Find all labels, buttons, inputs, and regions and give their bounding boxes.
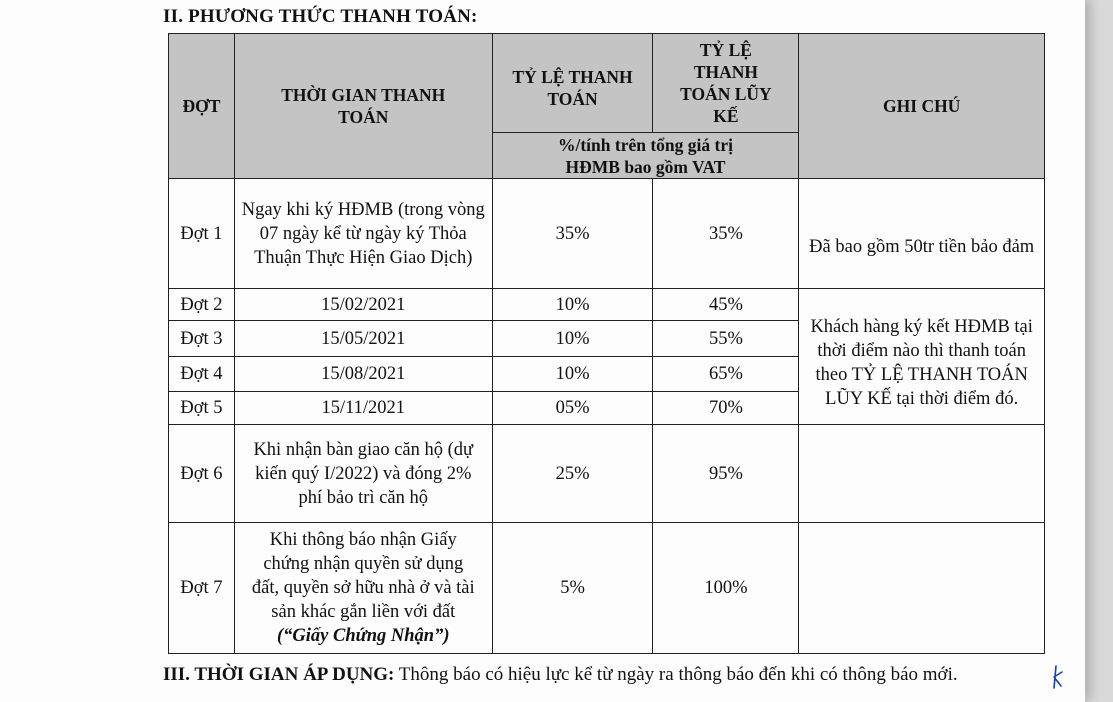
footer-label: III. THỜI GIAN ÁP DỤNG:	[163, 664, 395, 685]
row-time-quote: (“Giấy Chứng Nhận”)	[277, 626, 450, 646]
payment-schedule-table	[168, 33, 1045, 654]
header-subheader: %/tính trên tổng giá trị HĐMB bao gồm VAT	[492, 133, 799, 179]
row-rate: 25%	[492, 425, 653, 523]
header-note: GHI CHÚ	[799, 34, 1045, 179]
row-rate: 5%	[492, 523, 653, 654]
row-note: Khách hàng ký kết HĐMB tại thời điểm nào thì thanh toán theo TỶ LỆ THANH TOÁN LŨY KẾ tại thời điểm đó.	[799, 289, 1045, 425]
row-rate: 10%	[492, 321, 653, 357]
row-cumulative: 70%	[653, 392, 799, 425]
section-heading: II. PHƯƠNG THỨC THANH TOÁN:	[163, 6, 478, 27]
header-dot: ĐỢT	[169, 34, 235, 179]
row-dot: Đợt 6	[169, 425, 235, 523]
table-row	[169, 179, 1045, 289]
footer-text: Thông báo có hiệu lực kể từ ngày ra thông báo đến khi có thông báo mới.	[394, 664, 958, 685]
row-dot: Đợt 3	[169, 321, 235, 357]
row-time: Ngay khi ký HĐMB (trong vòng 07 ngày kể từ ngày ký Thỏa Thuận Thực Hiện Giao Dịch)	[234, 179, 492, 289]
row-dot: Đợt 1	[169, 179, 235, 289]
row-rate: 05%	[492, 392, 653, 425]
row-dot: Đợt 2	[169, 289, 235, 321]
row-time-cell	[234, 523, 492, 654]
header-cumulative: TỶ LỆ THANH TOÁN LŨY KẾ	[653, 34, 799, 133]
row-cumulative: 45%	[653, 289, 799, 321]
header-time: THỜI GIAN THANH TOÁN	[234, 34, 492, 179]
table-row	[169, 289, 1045, 321]
row-rate: 35%	[492, 179, 653, 289]
row-dot: Đợt 4	[169, 357, 235, 392]
row-note-empty	[799, 425, 1045, 523]
row-cumulative: 35%	[653, 179, 799, 289]
row-cumulative: 55%	[653, 321, 799, 357]
row-time: 15/05/2021	[234, 321, 492, 357]
row-note-empty	[799, 523, 1045, 654]
row-cumulative: 95%	[653, 425, 799, 523]
row-note: Đã bao gồm 50tr tiền bảo đảm	[799, 179, 1045, 289]
row-time: Khi thông báo nhận Giấy chứng nhận quyền sử dụng đất, quyền sở hữu nhà ở và tài sản khác gắn liền với đất	[251, 530, 475, 622]
footer-line	[163, 664, 958, 686]
row-time: 15/02/2021	[234, 289, 492, 321]
pen-mark-icon	[1047, 664, 1065, 690]
row-rate: 10%	[492, 289, 653, 321]
row-time: Khi nhận bàn giao căn hộ (dự kiến quý I/2022) và đóng 2% phí bảo trì căn hộ	[234, 425, 492, 523]
header-rate: TỶ LỆ THANH TOÁN	[492, 34, 653, 133]
table-row	[169, 425, 1045, 523]
row-cumulative: 65%	[653, 357, 799, 392]
row-time: 15/11/2021	[234, 392, 492, 425]
row-cumulative: 100%	[653, 523, 799, 654]
row-rate: 10%	[492, 357, 653, 392]
table-row	[169, 523, 1045, 654]
row-dot: Đợt 5	[169, 392, 235, 425]
row-time: 15/08/2021	[234, 357, 492, 392]
row-dot: Đợt 7	[169, 523, 235, 654]
table-header-row	[169, 34, 1045, 133]
